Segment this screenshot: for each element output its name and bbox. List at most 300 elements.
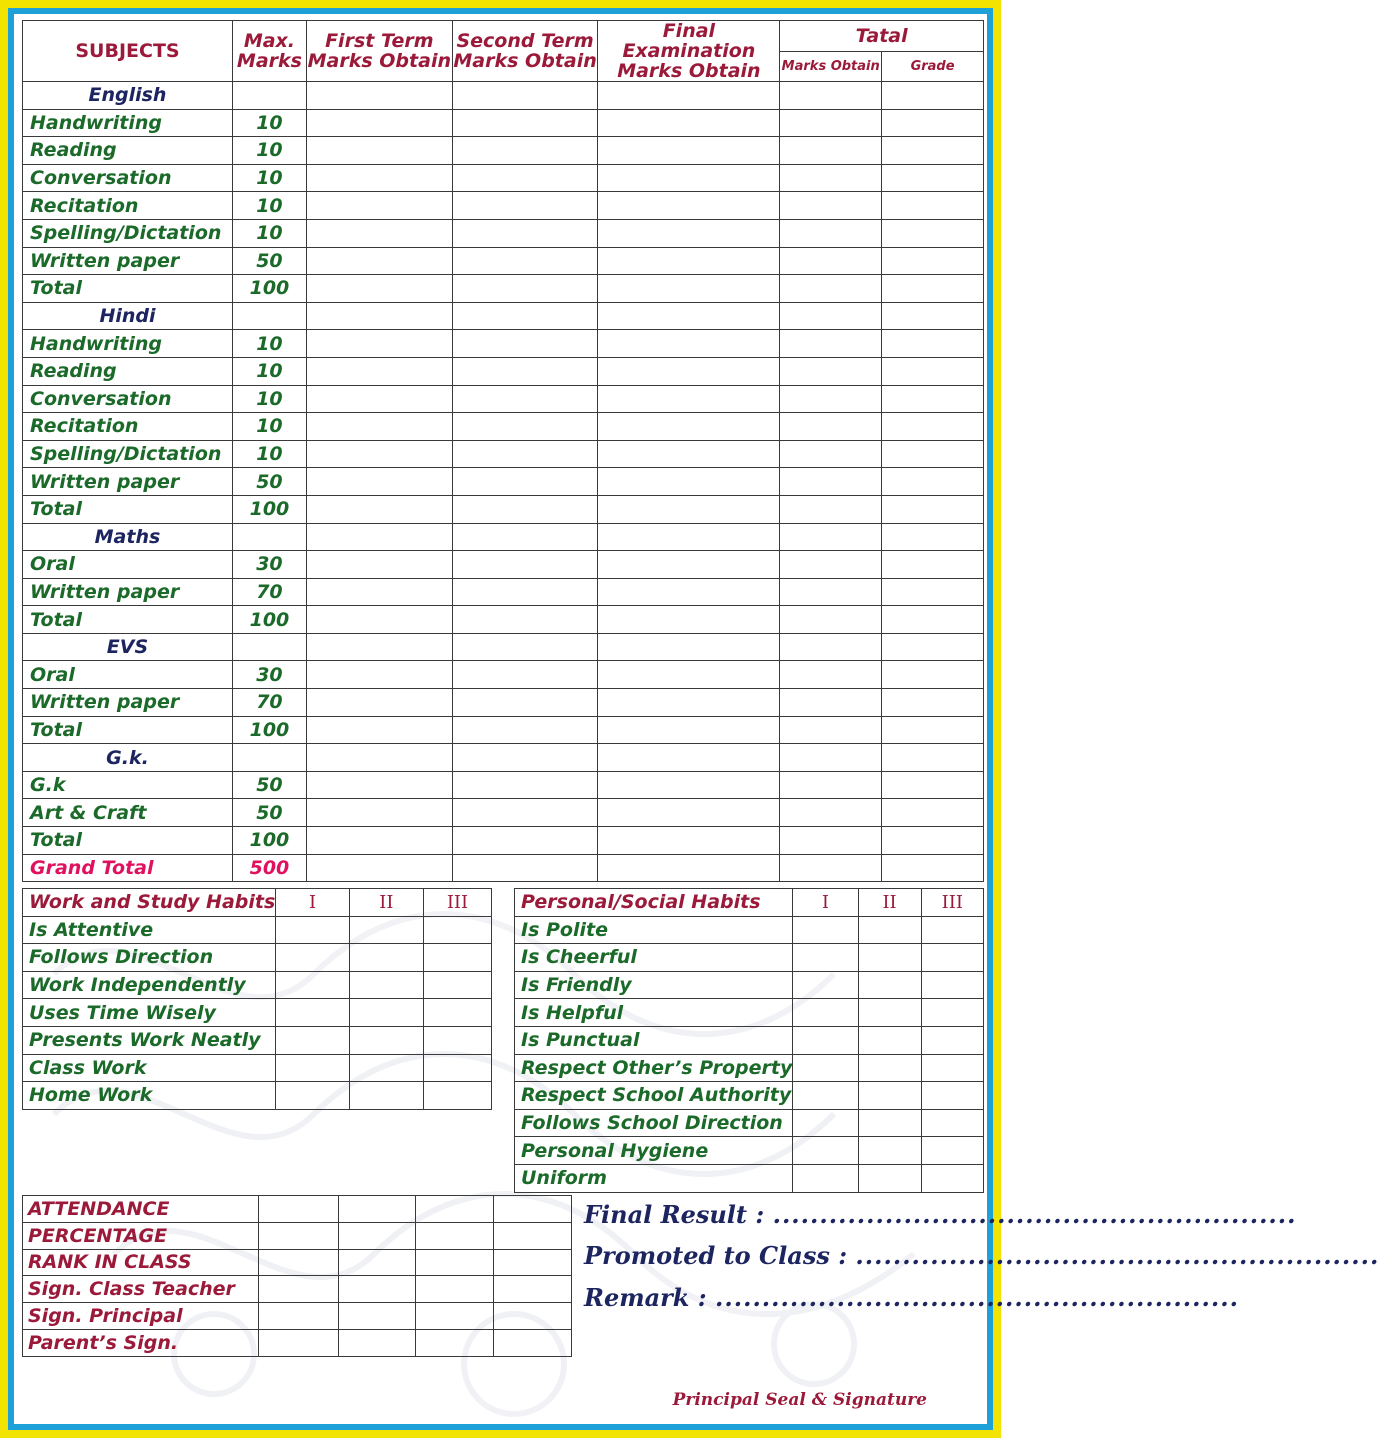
subject-label: Total (23, 827, 233, 855)
habit-label: Is Friendly (515, 971, 793, 999)
marks-entry-cell (452, 468, 598, 496)
habit-row (515, 916, 984, 944)
table-row (23, 192, 984, 220)
attendance-entry-cell (338, 1196, 416, 1223)
marks-entry-cell (882, 689, 984, 717)
habit-grade-cell (349, 916, 423, 944)
marks-entry-cell (306, 413, 452, 441)
subject-label: Total (23, 495, 233, 523)
table-row (23, 275, 984, 303)
marks-entry-cell (598, 716, 780, 744)
marks-entry-cell (882, 799, 984, 827)
marks-entry-cell (598, 413, 780, 441)
marks-entry-cell (452, 247, 598, 275)
marks-entry-cell (780, 495, 882, 523)
habit-label: Follows School Direction (515, 1109, 793, 1137)
habit-row (515, 1137, 984, 1165)
attendance-entry-cell (416, 1276, 494, 1303)
marks-entry-cell (452, 716, 598, 744)
habit-grade-cell (858, 971, 921, 999)
section-name: Hindi (23, 302, 233, 330)
marks-entry-cell (306, 275, 452, 303)
marks-entry-cell (452, 192, 598, 220)
subject-label: Handwriting (23, 109, 233, 137)
table-row (23, 413, 984, 441)
habit-grade-cell (858, 1109, 921, 1137)
max-marks-value: 10 (232, 413, 306, 441)
attendance-entry-cell (416, 1222, 494, 1249)
max-marks-value: 100 (232, 606, 306, 634)
marks-entry-cell (598, 82, 780, 110)
max-marks-value: 10 (232, 385, 306, 413)
marks-entry-cell (452, 744, 598, 772)
marks-entry-cell (598, 495, 780, 523)
attendance-entry-cell (494, 1249, 572, 1276)
total-header: Tatal (780, 21, 984, 52)
marks-entry-cell (780, 633, 882, 661)
remark-dots: ........................................................ (715, 1283, 1239, 1312)
subject-label: Recitation (23, 413, 233, 441)
marks-entry-cell (780, 440, 882, 468)
marks-entry-cell (452, 551, 598, 579)
marks-entry-cell (882, 82, 984, 110)
marks-entry-cell (306, 716, 452, 744)
marks-entry-cell (306, 606, 452, 634)
attendance-entry-cell (494, 1222, 572, 1249)
remark-label: Remark : (584, 1283, 707, 1312)
promoted-label: Promoted to Class : (584, 1241, 848, 1270)
max-marks-value: 10 (232, 164, 306, 192)
habit-row (515, 1082, 984, 1110)
marks-entry-cell (598, 247, 780, 275)
marks-entry-cell (452, 689, 598, 717)
marks-entry-cell (780, 302, 882, 330)
first-term-header-line2: Marks Obtain (307, 50, 451, 72)
attendance-entry-cell (258, 1249, 338, 1276)
attendance-entry-cell (258, 1222, 338, 1249)
attendance-label: PERCENTAGE (23, 1222, 259, 1249)
habit-grade-cell (858, 916, 921, 944)
marks-entry-cell (598, 440, 780, 468)
subject-label: Total (23, 716, 233, 744)
attendance-row (23, 1303, 572, 1330)
habit-grade-cell (858, 944, 921, 972)
final-exam-header (598, 21, 780, 82)
subject-label: Written paper (23, 578, 233, 606)
table-row (23, 495, 984, 523)
habit-row (515, 1054, 984, 1082)
attendance-entry-cell (416, 1196, 494, 1223)
habit-row (515, 944, 984, 972)
marks-entry-cell (780, 523, 882, 551)
habit-label: Is Helpful (515, 999, 793, 1027)
work-col-2: II (349, 889, 423, 917)
final-exam-header-line1: Final Examination (622, 20, 756, 62)
marks-entry-cell (780, 744, 882, 772)
max-marks-value: 10 (232, 440, 306, 468)
attendance-entry-cell (338, 1249, 416, 1276)
final-exam-header-line2: Marks Obtain (617, 60, 761, 82)
marks-entry-cell (882, 109, 984, 137)
marks-entry-cell (452, 661, 598, 689)
marks-entry-cell (452, 633, 598, 661)
marks-entry-cell (780, 606, 882, 634)
marks-entry-cell (306, 689, 452, 717)
habit-grade-cell (921, 1026, 983, 1054)
max-marks-header-line1: Max. (243, 30, 296, 52)
marks-entry-cell (598, 689, 780, 717)
marks-entry-cell (306, 109, 452, 137)
grand-total-max: 500 (232, 854, 306, 882)
marks-entry-cell (232, 633, 306, 661)
table-row (23, 771, 984, 799)
attendance-entry-cell (416, 1329, 494, 1356)
marks-entry-cell (306, 633, 452, 661)
marks-entry-cell (780, 330, 882, 358)
marks-entry-cell (780, 827, 882, 855)
table-row (23, 661, 984, 689)
marks-entry-cell (882, 164, 984, 192)
habit-grade-cell (423, 1082, 491, 1110)
attendance-label: Sign. Class Teacher (23, 1276, 259, 1303)
social-col-3: III (921, 889, 983, 917)
habit-label: Is Cheerful (515, 944, 793, 972)
marks-entry-cell (452, 440, 598, 468)
subject-label: Conversation (23, 385, 233, 413)
max-marks-value: 100 (232, 495, 306, 523)
habit-grade-cell (921, 971, 983, 999)
marks-entry-cell (452, 109, 598, 137)
marks-entry-cell (306, 137, 452, 165)
table-row (23, 468, 984, 496)
marks-entry-cell (882, 854, 984, 882)
subject-label: Spelling/Dictation (23, 219, 233, 247)
marks-entry-cell (882, 551, 984, 579)
marks-entry-cell (882, 716, 984, 744)
marks-entry-cell (598, 771, 780, 799)
habit-row (23, 999, 492, 1027)
section-header-row (23, 744, 984, 772)
attendance-entry-cell (494, 1329, 572, 1356)
marks-entry-cell (306, 82, 452, 110)
habit-grade-cell (349, 999, 423, 1027)
section-name: Maths (23, 523, 233, 551)
subject-label: Total (23, 606, 233, 634)
marks-entry-cell (598, 744, 780, 772)
marks-entry-cell (598, 192, 780, 220)
habit-grade-cell (276, 1026, 349, 1054)
habit-grade-cell (921, 916, 983, 944)
max-marks-value: 50 (232, 771, 306, 799)
habit-row (23, 916, 492, 944)
marks-entry-cell (452, 827, 598, 855)
section-name: G.k. (23, 744, 233, 772)
marks-entry-cell (598, 385, 780, 413)
marks-entry-cell (452, 302, 598, 330)
habit-grade-cell (276, 944, 349, 972)
marks-entry-cell (780, 219, 882, 247)
max-marks-value: 50 (232, 468, 306, 496)
max-marks-value: 50 (232, 247, 306, 275)
marks-entry-cell (306, 385, 452, 413)
section-header-row (23, 633, 984, 661)
table-row (23, 799, 984, 827)
max-marks-value: 30 (232, 551, 306, 579)
marks-entry-cell (598, 357, 780, 385)
marks-entry-cell (882, 523, 984, 551)
habit-label: Presents Work Neatly (23, 1026, 276, 1054)
social-habits-title: Personal/Social Habits (515, 889, 793, 917)
habit-grade-cell (921, 1109, 983, 1137)
subject-label: Written paper (23, 247, 233, 275)
marks-entry-cell (780, 771, 882, 799)
table-row (23, 330, 984, 358)
table-row (23, 578, 984, 606)
max-marks-value: 10 (232, 330, 306, 358)
habit-row (515, 1164, 984, 1192)
subject-label: Recitation (23, 192, 233, 220)
attendance-label: Sign. Principal (23, 1303, 259, 1330)
subject-label: Oral (23, 661, 233, 689)
habit-grade-cell (423, 999, 491, 1027)
habit-label: Is Attentive (23, 916, 276, 944)
subject-label: Reading (23, 137, 233, 165)
max-marks-value: 10 (232, 357, 306, 385)
attendance-label: RANK IN CLASS (23, 1249, 259, 1276)
marks-entry-cell (598, 523, 780, 551)
habit-row (515, 1026, 984, 1054)
habit-label: Work Independently (23, 971, 276, 999)
marks-entry-cell (780, 275, 882, 303)
marks-entry-cell (882, 606, 984, 634)
grand-total-row (23, 854, 984, 882)
habit-grade-cell (423, 1026, 491, 1054)
marks-entry-cell (306, 468, 452, 496)
max-marks-value: 100 (232, 716, 306, 744)
marks-table (22, 20, 984, 882)
marks-entry-cell (882, 330, 984, 358)
marks-entry-cell (780, 689, 882, 717)
marks-entry-cell (598, 109, 780, 137)
marks-entry-cell (882, 137, 984, 165)
habit-grade-cell (276, 1054, 349, 1082)
marks-entry-cell (306, 744, 452, 772)
attendance-label: Parent’s Sign. (23, 1329, 259, 1356)
second-term-header-line2: Marks Obtain (453, 50, 597, 72)
max-marks-value: 10 (232, 219, 306, 247)
max-marks-value: 30 (232, 661, 306, 689)
habit-grade-cell (921, 944, 983, 972)
first-term-header-line1: First Term (325, 30, 434, 52)
marks-entry-cell (882, 219, 984, 247)
marks-entry-cell (452, 606, 598, 634)
marks-entry-cell (452, 385, 598, 413)
marks-entry-cell (452, 82, 598, 110)
table-row (23, 440, 984, 468)
marks-entry-cell (780, 137, 882, 165)
subject-label: Handwriting (23, 330, 233, 358)
marks-entry-cell (232, 523, 306, 551)
habit-grade-cell (858, 1082, 921, 1110)
habit-grade-cell (793, 1026, 858, 1054)
habit-grade-cell (276, 1082, 349, 1110)
marks-entry-cell (598, 275, 780, 303)
marks-entry-cell (306, 827, 452, 855)
marks-entry-cell (306, 164, 452, 192)
subject-label: Written paper (23, 468, 233, 496)
attendance-entry-cell (416, 1249, 494, 1276)
habit-label: Uses Time Wisely (23, 999, 276, 1027)
habit-grade-cell (349, 944, 423, 972)
habit-label: Is Polite (515, 916, 793, 944)
habit-grade-cell (793, 1082, 858, 1110)
marks-entry-cell (232, 302, 306, 330)
habit-grade-cell (793, 1109, 858, 1137)
marks-entry-cell (306, 247, 452, 275)
table-row (23, 827, 984, 855)
table-row (23, 385, 984, 413)
marks-entry-cell (452, 495, 598, 523)
table-row (23, 219, 984, 247)
marks-entry-cell (452, 164, 598, 192)
marks-entry-cell (882, 661, 984, 689)
marks-entry-cell (598, 854, 780, 882)
attendance-entry-cell (494, 1196, 572, 1223)
marks-entry-cell (598, 468, 780, 496)
marks-entry-cell (780, 247, 882, 275)
marks-entry-cell (882, 275, 984, 303)
marks-entry-cell (598, 219, 780, 247)
marks-entry-cell (780, 164, 882, 192)
attendance-row (23, 1329, 572, 1356)
habit-grade-cell (276, 971, 349, 999)
attendance-entry-cell (338, 1303, 416, 1330)
subject-label: Total (23, 275, 233, 303)
habit-grade-cell (793, 971, 858, 999)
table-row (23, 606, 984, 634)
marks-entry-cell (598, 578, 780, 606)
marks-entry-cell (598, 137, 780, 165)
principal-seal-label: Principal Seal & Signature (672, 1390, 927, 1410)
marks-entry-cell (306, 192, 452, 220)
table-row (23, 357, 984, 385)
marks-entry-cell (306, 523, 452, 551)
marks-entry-cell (452, 523, 598, 551)
habit-grade-cell (349, 1026, 423, 1054)
marks-entry-cell (780, 716, 882, 744)
attendance-entry-cell (416, 1303, 494, 1330)
habit-grade-cell (793, 1164, 858, 1192)
section-header-row (23, 82, 984, 110)
marks-entry-cell (882, 827, 984, 855)
promoted-dots: ........................................................ (855, 1241, 1379, 1270)
final-result-dots: ........................................................ (772, 1200, 1297, 1229)
habit-label: Follows Direction (23, 944, 276, 972)
marks-entry-cell (780, 799, 882, 827)
max-marks-value: 100 (232, 827, 306, 855)
marks-entry-cell (306, 578, 452, 606)
table-row (23, 247, 984, 275)
table-row (23, 109, 984, 137)
marks-entry-cell (452, 578, 598, 606)
marks-entry-cell (882, 495, 984, 523)
second-term-header-line1: Second Term (456, 30, 594, 52)
table-row (23, 137, 984, 165)
habit-grade-cell (423, 944, 491, 972)
marks-entry-cell (780, 413, 882, 441)
marks-entry-cell (780, 109, 882, 137)
attendance-label: ATTENDANCE (23, 1196, 259, 1223)
marks-entry-cell (452, 357, 598, 385)
marks-entry-cell (306, 799, 452, 827)
marks-entry-cell (306, 219, 452, 247)
habit-label: Respect School Authority (515, 1082, 793, 1110)
habit-row (515, 999, 984, 1027)
final-result-label: Final Result : (584, 1200, 765, 1229)
table-row (23, 689, 984, 717)
subjects-header: SUBJECTS (23, 21, 233, 82)
marks-entry-cell (598, 633, 780, 661)
section-header-row (23, 523, 984, 551)
promoted-to-class (584, 1241, 1379, 1270)
social-habits-table (514, 888, 984, 1193)
marks-entry-cell (598, 330, 780, 358)
habit-row (23, 1026, 492, 1054)
habit-grade-cell (793, 1137, 858, 1165)
marks-entry-cell (882, 468, 984, 496)
max-marks-value: 10 (232, 137, 306, 165)
habit-grade-cell (423, 971, 491, 999)
grand-total-label: Grand Total (23, 854, 233, 882)
marks-entry-cell (598, 551, 780, 579)
max-marks-header-line2: Marks (236, 50, 302, 72)
grade-subheader: Grade (882, 51, 984, 82)
max-marks-value: 10 (232, 192, 306, 220)
work-habits-title: Work and Study Habits (23, 889, 276, 917)
second-term-header (452, 21, 598, 82)
marks-entry-cell (882, 357, 984, 385)
attendance-entry-cell (258, 1196, 338, 1223)
subject-label: Written paper (23, 689, 233, 717)
habit-grade-cell (349, 971, 423, 999)
attendance-row (23, 1196, 572, 1223)
habit-label: Is Punctual (515, 1026, 793, 1054)
attendance-entry-cell (258, 1329, 338, 1356)
habit-label: Home Work (23, 1082, 276, 1110)
habit-label: Uniform (515, 1164, 793, 1192)
marks-entry-cell (780, 82, 882, 110)
marks-entry-cell (882, 192, 984, 220)
marks-entry-cell (780, 578, 882, 606)
marks-entry-cell (882, 633, 984, 661)
subject-label: G.k (23, 771, 233, 799)
marks-entry-cell (882, 578, 984, 606)
habit-grade-cell (921, 999, 983, 1027)
work-col-1: I (276, 889, 349, 917)
subject-label: Spelling/Dictation (23, 440, 233, 468)
habit-grade-cell (921, 1082, 983, 1110)
work-habits-table (22, 888, 492, 1110)
habit-grade-cell (921, 1054, 983, 1082)
attendance-row (23, 1276, 572, 1303)
marks-entry-cell (452, 413, 598, 441)
marks-entry-cell (780, 551, 882, 579)
habit-grade-cell (921, 1137, 983, 1165)
social-col-1: I (793, 889, 858, 917)
attendance-entry-cell (258, 1276, 338, 1303)
marks-entry-cell (452, 330, 598, 358)
marks-entry-cell (780, 468, 882, 496)
